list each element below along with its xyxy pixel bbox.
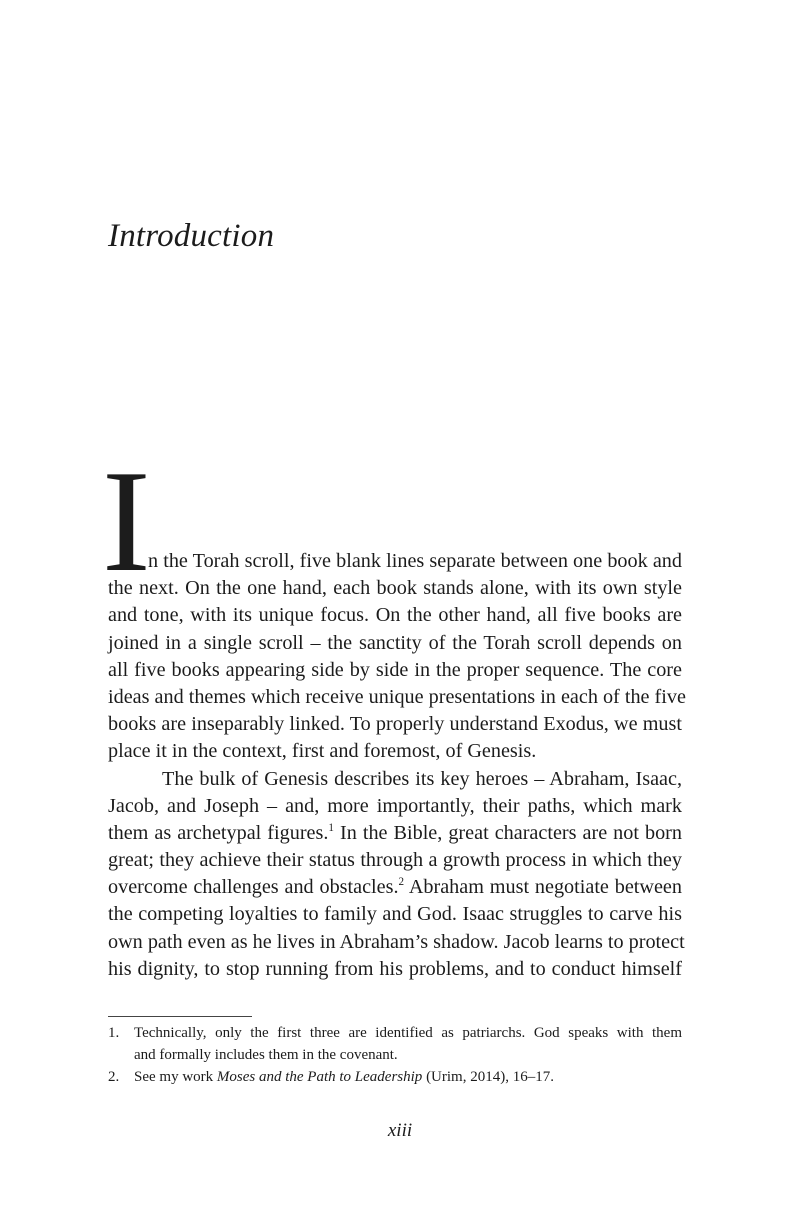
drop-cap: I	[102, 440, 151, 602]
paragraph-2-line: Jacob, and Joseph – and, more importantly, their paths, which mark	[108, 794, 682, 817]
footnote-number: 2.	[108, 1069, 120, 1085]
footnote-line: Technically, only the first three are identified as patriarchs. God speaks with them	[134, 1025, 682, 1041]
page-number: xiii	[387, 1120, 413, 1141]
paragraph-2-line	[108, 874, 682, 901]
paragraph-2-line	[108, 820, 682, 847]
paragraph-2-line: own path even as he lives in Abraham’s shadow. Jacob learns to protect	[108, 930, 685, 953]
footnote-2	[108, 1066, 682, 1088]
paragraph-1-line: books are inseparably linked. To properly understand Exodus, we must	[108, 713, 682, 736]
text: Abraham must negotiate between	[404, 876, 682, 899]
paragraph-1-line: all five books appearing side by side in the proper sequence. The core	[108, 658, 682, 681]
footnotes	[108, 1022, 682, 1088]
paragraph-2-line: the competing loyalties to family and God. Isaac struggles to carve his	[108, 903, 682, 926]
text: See my work	[134, 1069, 217, 1085]
paragraph-1-line: n the Torah scroll, five blank lines separate between one book and	[148, 550, 682, 572]
paragraph-2-line: great; they achieve their status through a growth process in which they	[108, 849, 682, 872]
text: (Urim, 2014), 16–17.	[422, 1069, 554, 1085]
text: In the Bible, great characters are not born	[333, 821, 682, 844]
book-title: Moses and the Path to Leadership	[216, 1069, 423, 1085]
paragraph-1-line: the next. On the one hand, each book stands alone, with its own style	[108, 577, 682, 600]
footnote-line: and formally includes them in the covenant.	[134, 1047, 398, 1063]
text: overcome challenges and obstacles.	[108, 876, 399, 899]
paragraph-1-line: place it in the context, first and foremost, of Genesis.	[108, 740, 537, 763]
footnote-number: 1.	[108, 1025, 120, 1041]
paragraph-1-line: joined in a single scroll – the sanctity of the Torah scroll depends on	[108, 631, 682, 654]
paragraph-2-line: his dignity, to stop running from his problems, and to conduct himself	[108, 957, 682, 980]
footnote-divider	[108, 1016, 252, 1017]
paragraph-1-line: ideas and themes which receive unique presentations in each of the five	[108, 685, 686, 708]
body-text	[108, 548, 686, 983]
text: them as archetypal figures.	[108, 821, 329, 844]
footnote-ref-2[interactable]: 2	[398, 876, 405, 889]
footnote-line	[134, 1066, 682, 1088]
paragraph-2-line: The bulk of Genesis describes its key heroes – Abraham, Isaac,	[162, 767, 682, 790]
footnote-1	[108, 1022, 682, 1066]
paragraph-1-line: and tone, with its unique focus. On the other hand, all five books are	[108, 604, 682, 627]
footnote-ref-1[interactable]: 1	[328, 822, 334, 835]
chapter-title: Introduction	[108, 218, 275, 254]
